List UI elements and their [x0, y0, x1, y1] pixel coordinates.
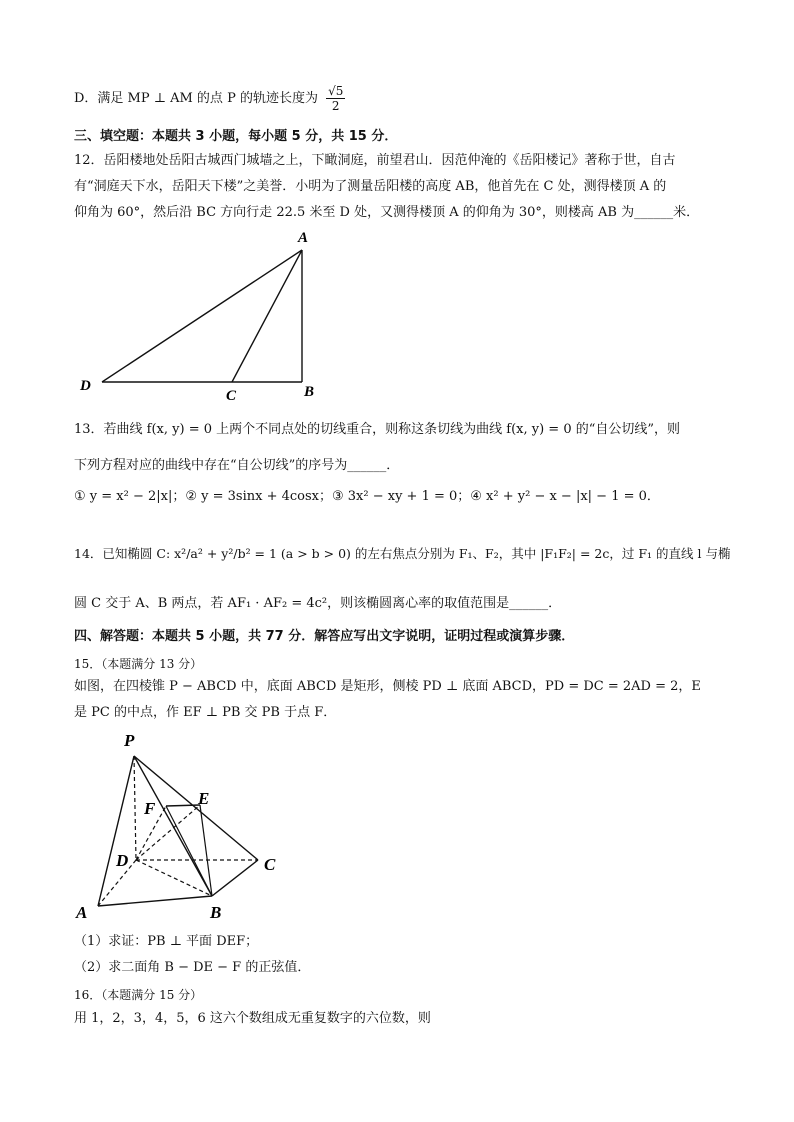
q15-label-b: B — [210, 903, 222, 922]
fraction-denominator: 2 — [331, 99, 340, 113]
q15-label-p: P — [124, 731, 135, 750]
q15-part-2: （2）求二面角 B − DE − F 的正弦值． — [74, 960, 311, 975]
fraction-numerator: √5 — [328, 84, 344, 98]
q15-label-c: C — [264, 855, 276, 874]
q14-line-2: 圆 C 交于 A、B 两点，若 AF₁ · AF₂ = 4c²，则该椭圆离心率的取值范围是______． — [74, 596, 562, 611]
q15-pyramid-figure — [70, 726, 290, 926]
option-d-text: D．满足 MP ⊥ AM 的点 P 的轨迹长度为 — [74, 91, 318, 106]
q15-line-2: 是 PC 的中点，作 EF ⊥ PB 交 PB 于点 F． — [74, 705, 337, 720]
q15-line-1: 如图，在四棱锥 P − ABCD 中，底面 ABCD 是矩形，侧棱 PD ⊥ 底面 ABCD，PD = DC = 2AD = 2，E — [74, 679, 701, 694]
q12-triangle-figure — [70, 226, 330, 406]
q12-line-3: 仰角为 60°，然后沿 BC 方向行走 22.5 米至 D 处，又测得楼顶 A 的仰角为 30°，则楼高 AB 为______米． — [74, 205, 700, 220]
section-3-heading: 三、填空题：本题共 3 小题，每小题 5 分，共 15 分． — [74, 129, 398, 144]
q13-line-3: ① y = x² − 2|x|；② y = 3sinx + 4cosx；③ 3x² − xy + 1 = 0；④ x² + y² − x − |x| − 1 = 0． — [74, 489, 660, 504]
q12-label-a: A — [298, 230, 309, 246]
q12-label-d: D — [80, 378, 91, 394]
q13-line-2: 下列方程对应的曲线中存在“自公切线”的序号为______． — [74, 458, 400, 473]
q14-line-1: 14．已知椭圆 C: x²/a² + y²/b² = 1 (a > b > 0) 的左右焦点分别为 F₁、F₂，其中 |F₁F₂| = 2c，过 F₁ 的直线 l 与椭 — [74, 546, 731, 561]
option-d-fraction — [326, 84, 345, 113]
q12-line-2: 有“洞庭天下水，岳阳天下楼”之美誉．小明为了测量岳阳楼的高度 AB，他首先在 C 处，测得楼顶 A 的 — [74, 179, 667, 194]
option-d — [74, 84, 345, 113]
q16-line-1: 用 1，2，3，4，5，6 这六个数组成无重复数字的六位数，则 — [74, 1011, 431, 1026]
q15-label-e: E — [198, 789, 210, 808]
section-4-heading: 四、解答题：本题共 5 小题，共 77 分．解答应写出文字说明，证明过程或演算步骤． — [74, 629, 575, 644]
q15-part-1: （1）求证：PB ⊥ 平面 DEF； — [74, 934, 259, 949]
q12-label-c: C — [226, 388, 237, 404]
q13-line-1: 13．若曲线 f(x, y) = 0 上两个不同点处的切线重合，则称这条切线为曲线 f(x, y) = 0 的“自公切线”，则 — [74, 422, 681, 437]
q15-label-a: A — [76, 903, 88, 922]
q16-title: 16．（本题满分 15 分） — [74, 988, 203, 1002]
q15-label-f: F — [144, 799, 156, 818]
q12-line-1: 12．岳阳楼地处岳阳古城西门城墙之上，下瞰洞庭，前望君山．因范仲淹的《岳阳楼记》著称于世，自古 — [74, 153, 676, 168]
q12-label-b: B — [304, 384, 315, 400]
q15-title: 15．（本题满分 13 分） — [74, 657, 203, 671]
q15-label-d: D — [116, 851, 129, 870]
